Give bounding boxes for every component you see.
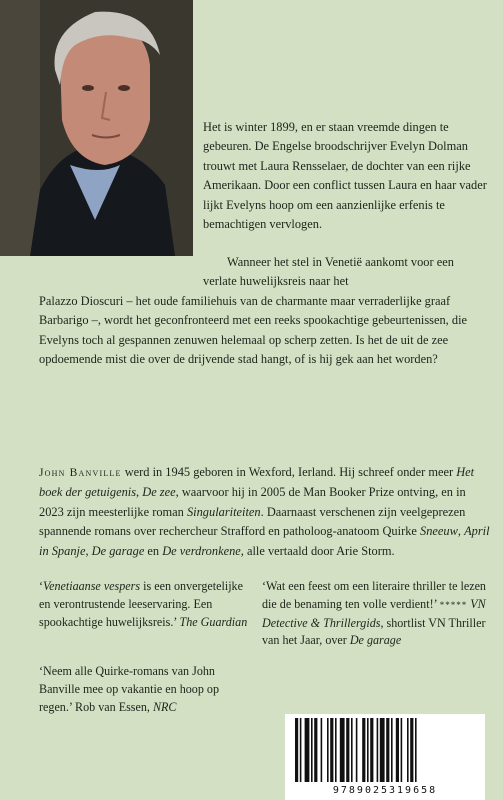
barcode-bar [305,718,310,782]
barcode-bar [335,718,337,782]
author-portrait-icon [0,0,193,256]
barcode-bar [410,718,413,782]
barcode-bar [407,718,409,782]
book-title: De garage [349,633,402,648]
review-quote-vn: ‘Wat een feest om een literaire thriller te lezen die de benaming ten volle verdient!’ ***** VN Detective & Thrillergids, shortlist VN Thriller van het Jaar, over De garage [262,579,486,648]
barcode-bar [380,718,385,782]
barcode-bar [321,718,323,782]
barcode-bar [346,718,349,782]
author-photo [0,0,193,256]
barcode-bar [327,718,329,782]
isbn-number: 9789025319658 [332,785,438,796]
author-name: John Banville [39,467,122,479]
barcode-bar [396,718,399,782]
quote-source: VN Detective & Thrillergids [262,596,486,630]
barcode-bar [362,718,365,782]
barcode-bar [391,718,393,782]
quote-source: NRC [152,699,177,714]
barcode-bar [314,718,317,782]
barcode-bar [377,718,379,782]
book-title: De zee [142,485,176,500]
author-bio: John Banville werd in 1945 geboren in Wexford, Ierland. Hij schreef onder meer Het boek der getuigenis, De zee, waarvoor hij in 2005 de Man Booker Prize ontving, en in 2023 zijn meesterlijke roman Singulariteiten. Daarnaast verschenen zijn veelgeprezen spannende romans over rechercheur Strafford en patholoog-anatoom Quirke Sneeuw, April in Spanje, De garage en De verdronkene, alle vertaald door Arie Storm. [39,465,490,558]
barcode-bar [330,718,333,782]
blurb-paragraph-1: Het is winter 1899, en er staan vreemde dingen te gebeuren. De Engelse broodschrijver Evelyn Dolman trouwt met Laura Rensselaer, de dochter van een rijke Amerikaan. Door een conflict tussen Laura en haar vader lijkt Evelyns hoop om een aanzienlijke erfenis te bemachtigen vervlogen. [203,120,487,232]
book-title: Sneeuw [420,524,458,539]
barcode-bar [401,718,403,782]
barcode-bar [311,718,313,782]
barcode [285,714,485,800]
barcode-bar [415,718,417,782]
barcode-bar [351,718,353,782]
review-quote-nrc: ‘Neem alle Quirke-romans van John Banville mee op vakantie en hoop op regen.’ Rob van Essen, NRC [39,664,220,714]
barcode-bar [340,718,345,782]
book-title: April in Spanje [39,524,490,558]
barcode-bar [300,718,302,782]
quote-source: The Guardian [179,614,248,629]
book-title: De verdronkene [162,543,241,558]
barcode-bar [370,718,373,782]
blurb-paragraph-2-start [203,253,489,292]
blurb-paragraph-2-text: Wanneer het stel in Venetië aankomt voor een verlate huwelijksreis naar het [203,255,454,289]
barcode-icon [295,718,475,782]
book-title: Singulariteiten [186,504,261,519]
book-title: Venetiaanse vespers [43,579,141,593]
blurb-paragraph-2-continued: Palazzo Dioscuri – het oude familiehuis van de charmante maar verraderlijke graaf Barbarigo –, wordt het geconfronteerd met een reeks spookachtige gebeurtenissen, die Evelyns toch al gespannen zenuwen helemaal op scherp zetten. Is het de uit de zee opdoemende mist die over de drijvende stad hangt, of is hij gek aan het worden? [39,294,468,367]
barcode-bar [356,718,358,782]
barcode-bar [386,718,389,782]
barcode-bar [295,718,298,782]
book-title: Het boek der getuigenis [39,465,475,500]
book-title: De garage [91,543,145,558]
rating-stars: ***** [439,599,468,610]
review-quote-guardian: ‘Venetiaanse vespers is een onvergetelijke en verontrustende leeservaring. Een spookachtige huwelijksreis.’ The Guardian [39,579,248,629]
barcode-bar [367,718,369,782]
